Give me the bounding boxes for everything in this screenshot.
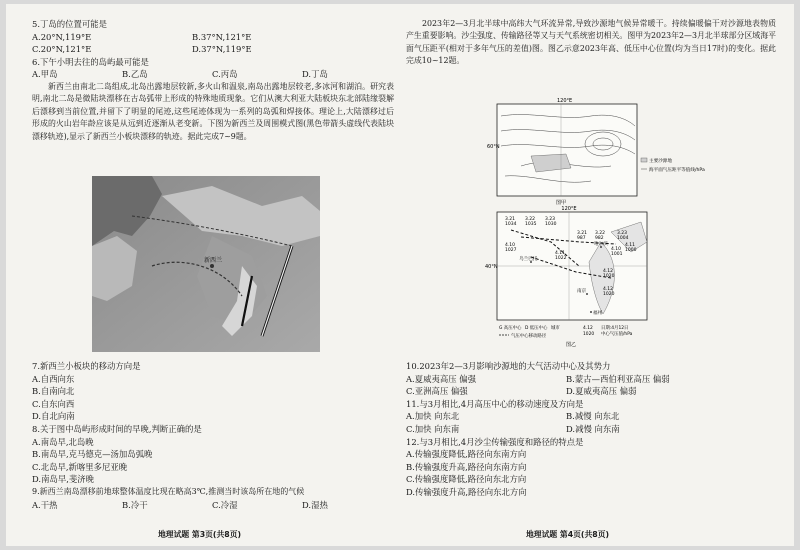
q5-stem: 5.丁岛的位置可能是 bbox=[32, 19, 107, 29]
station-label: 4.12 bbox=[603, 287, 614, 292]
q11-option-d: D.减慢 向东南 bbox=[566, 423, 620, 434]
q6-option-d: D.丁岛 bbox=[302, 69, 328, 80]
q6-option-c: C.丙岛 bbox=[212, 69, 238, 80]
station-label: 3.21 bbox=[577, 231, 588, 236]
q7-option-c: C.自东向西 bbox=[32, 398, 75, 409]
q9-option-a: A.干热 bbox=[32, 499, 58, 510]
page-4-footer: 地理试题 第4页(共8页) bbox=[526, 530, 610, 539]
station-label: 1004 bbox=[617, 236, 629, 241]
legend-low: D 低压中心 bbox=[525, 326, 548, 331]
legend-track: 气压中心移动路径 bbox=[511, 334, 547, 339]
pressure-center-track-map bbox=[485, 202, 683, 348]
q8-option-c: C.北岛早,新喀里多尼亚晚 bbox=[32, 461, 128, 472]
q8-stem: 8.关于图中岛屿形成时间的早晚,判断正确的是 bbox=[32, 423, 202, 434]
city-harbin: 哈尔滨 bbox=[594, 242, 608, 247]
station-label: 987 bbox=[577, 236, 586, 241]
map-a-lon: 120°E bbox=[557, 98, 573, 104]
q8-option-a: A.南岛早,北岛晚 bbox=[32, 436, 94, 447]
station-label: 3.21 bbox=[505, 217, 516, 222]
q5-option-a: A.20°N,119°E bbox=[32, 31, 92, 42]
station-label: 1001 bbox=[611, 252, 623, 257]
legend-high: G 高压中心 bbox=[499, 326, 522, 331]
city-nanjing: 南京 bbox=[577, 289, 587, 294]
station-label: 4.11 bbox=[625, 243, 636, 248]
q7-option-a: A.自西向东 bbox=[32, 373, 75, 384]
q5-options bbox=[32, 31, 394, 56]
station-label: 1027 bbox=[505, 248, 517, 253]
legend-pressure: 中心气压值/hPa bbox=[601, 332, 633, 337]
map-a-lat: 60°N bbox=[487, 144, 500, 150]
q11-option-a: A.加快 向东北 bbox=[406, 411, 460, 422]
q9-option-d: D.湿热 bbox=[302, 499, 328, 510]
q12-option-b: B.传输强度升高,路径向东南方向 bbox=[406, 461, 527, 472]
q10-stem: 10.2023年2—3月影响沙源地的大气活动中心及其势力 bbox=[406, 361, 611, 371]
station-label: 1034 bbox=[505, 222, 517, 227]
station-label: 1030 bbox=[545, 222, 557, 227]
q10-option-a: A.夏威夷高压 偏强 bbox=[406, 373, 476, 384]
map-a-legend-source: 主要沙源地 bbox=[649, 159, 672, 164]
map-b-caption: 图乙 bbox=[565, 342, 577, 348]
station-label: 1000 bbox=[625, 248, 637, 253]
station-label: 1022 bbox=[555, 256, 567, 261]
q11-options bbox=[406, 410, 776, 435]
q5-option-d: D.37°N,119°E bbox=[192, 44, 252, 55]
q9-options bbox=[32, 499, 394, 512]
pressure-anomaly-map bbox=[487, 96, 705, 206]
station-label: 3.23 bbox=[617, 231, 628, 236]
legend-city: 城市 bbox=[551, 326, 560, 331]
q10-option-c: C.亚洲高压 偏强 bbox=[406, 386, 468, 397]
station-label: 4.10 bbox=[611, 247, 622, 252]
page-3-footer: 地理试题 第3页(共8页) bbox=[158, 530, 242, 539]
q10-option-d: D.夏威夷高压 偏弱 bbox=[566, 386, 637, 397]
q5-option-c: C.20°N,121°E bbox=[32, 44, 92, 55]
q5-option-b: B.37°N,121°E bbox=[192, 31, 252, 42]
q6-option-a: A.甲岛 bbox=[32, 69, 58, 80]
q9-option-c: C.冷湿 bbox=[212, 499, 238, 510]
map-a-caption: 图甲 bbox=[555, 200, 567, 206]
station-label: 3.22 bbox=[595, 231, 606, 236]
station-label: 1020 bbox=[603, 292, 615, 297]
station-label: 4.11 bbox=[555, 251, 566, 256]
city-ulaanbaatar: 乌兰巴托 bbox=[519, 257, 538, 262]
station-label: 1035 bbox=[525, 222, 537, 227]
map-b-lat: 40°N bbox=[485, 264, 498, 270]
q8-option-d: D.南岛早,斐济晚 bbox=[32, 474, 94, 485]
q11-option-c: C.加快 向东南 bbox=[406, 423, 460, 434]
q9-option-b: B.冷干 bbox=[122, 499, 148, 510]
q7-stem: 7.新西兰小板块的移动方向是 bbox=[32, 361, 141, 371]
legend-sample-date: 4.12 bbox=[583, 326, 593, 331]
q12-option-c: C.传输强度降低,路径向东北方向 bbox=[406, 474, 527, 485]
map-b-lon: 120°E bbox=[561, 206, 577, 212]
map1-label: 新西兰 bbox=[204, 257, 223, 264]
station-label: 3.22 bbox=[525, 217, 536, 222]
q6-stem: 6.下午小明去往的岛屿最可能是 bbox=[32, 56, 149, 67]
city-fuzhou: 福州 bbox=[593, 311, 603, 316]
q7-option-b: B.自南向北 bbox=[32, 386, 75, 397]
q11-stem: 11.与3月相比,4月高压中心的移动速度及方向是 bbox=[406, 398, 584, 409]
station-label: 3.23 bbox=[545, 217, 556, 222]
map-a-legend-isobar: 海平面气压距平等值线/hPa bbox=[649, 168, 705, 173]
passage-new-zealand: 新西兰由南北二岛组成,北岛出露地层较新,多火山和温泉,南岛出露地层较老,多冰河和湖泊。研究表明,南北二岛是微陆块漂移在古岛弧带上形成的特殊地质现象。它们从澳大利亚大陆板块东北部陆缘裂解后漂移到当前位置,并留下了明显的尾迹,这些尾迹体现为一系列的岛弧和焊接体。理论上,大陆漂移过后形成的火山岩年龄应该是从远到近逐渐从老变新。下图为新西兰及周围模式图(黑色带箭头虚线代表陆块漂移轨迹),显示了新西兰小板块漂移的轨迹。据此完成7~9题。 bbox=[32, 81, 394, 141]
exam-sheet bbox=[6, 4, 794, 546]
passage-dust: 2023年2—3月北半球中高纬大气环流异常,导致沙源地气候异常暖干。持续偏暖偏干对沙源地表物质产生重要影响。沙尘强度、传输路径等又与天气系统密切相关。图甲为2023年2—3月北半球部分区域海平面气压距平(相对于多年气压的差值)图。图乙示意2023年高、低压中心位置(均为当日17时)的变化。据此完成10~12题。 bbox=[406, 19, 776, 66]
legend-date-example: 日期:4月12日 bbox=[601, 326, 629, 331]
q6-option-b: B.乙岛 bbox=[122, 69, 148, 80]
q9-stem: 9.新西兰南岛漂移前地球整体温度比现在略高3℃,推测当时该岛所在地的气候 bbox=[32, 486, 305, 496]
station-label: 4.10 bbox=[505, 243, 516, 248]
q12-option-d: D.传输强度升高,路径向东北方向 bbox=[406, 486, 527, 497]
q11-option-b: B.减慢 向东北 bbox=[566, 411, 620, 422]
q12-option-a: A.传输强度降低,路径向东南方向 bbox=[406, 449, 527, 460]
legend-sample-pressure: 1020 bbox=[583, 332, 595, 337]
station-label: 982 bbox=[595, 236, 604, 241]
new-zealand-relief-map bbox=[92, 176, 320, 352]
q8-option-b: B.南岛早,克马德克—汤加岛弧晚 bbox=[32, 449, 153, 460]
q7-option-d: D.自北向南 bbox=[32, 411, 75, 422]
q6-options bbox=[32, 68, 394, 81]
q12-stem: 12.与3月相比,4月沙尘传输强度和路径的特点是 bbox=[406, 436, 584, 447]
q10-options bbox=[406, 373, 776, 398]
station-label: 1020 bbox=[603, 274, 615, 279]
q10-option-b: B.蒙古—西伯利亚高压 偏弱 bbox=[566, 373, 670, 384]
station-label: 4.12 bbox=[603, 269, 614, 274]
